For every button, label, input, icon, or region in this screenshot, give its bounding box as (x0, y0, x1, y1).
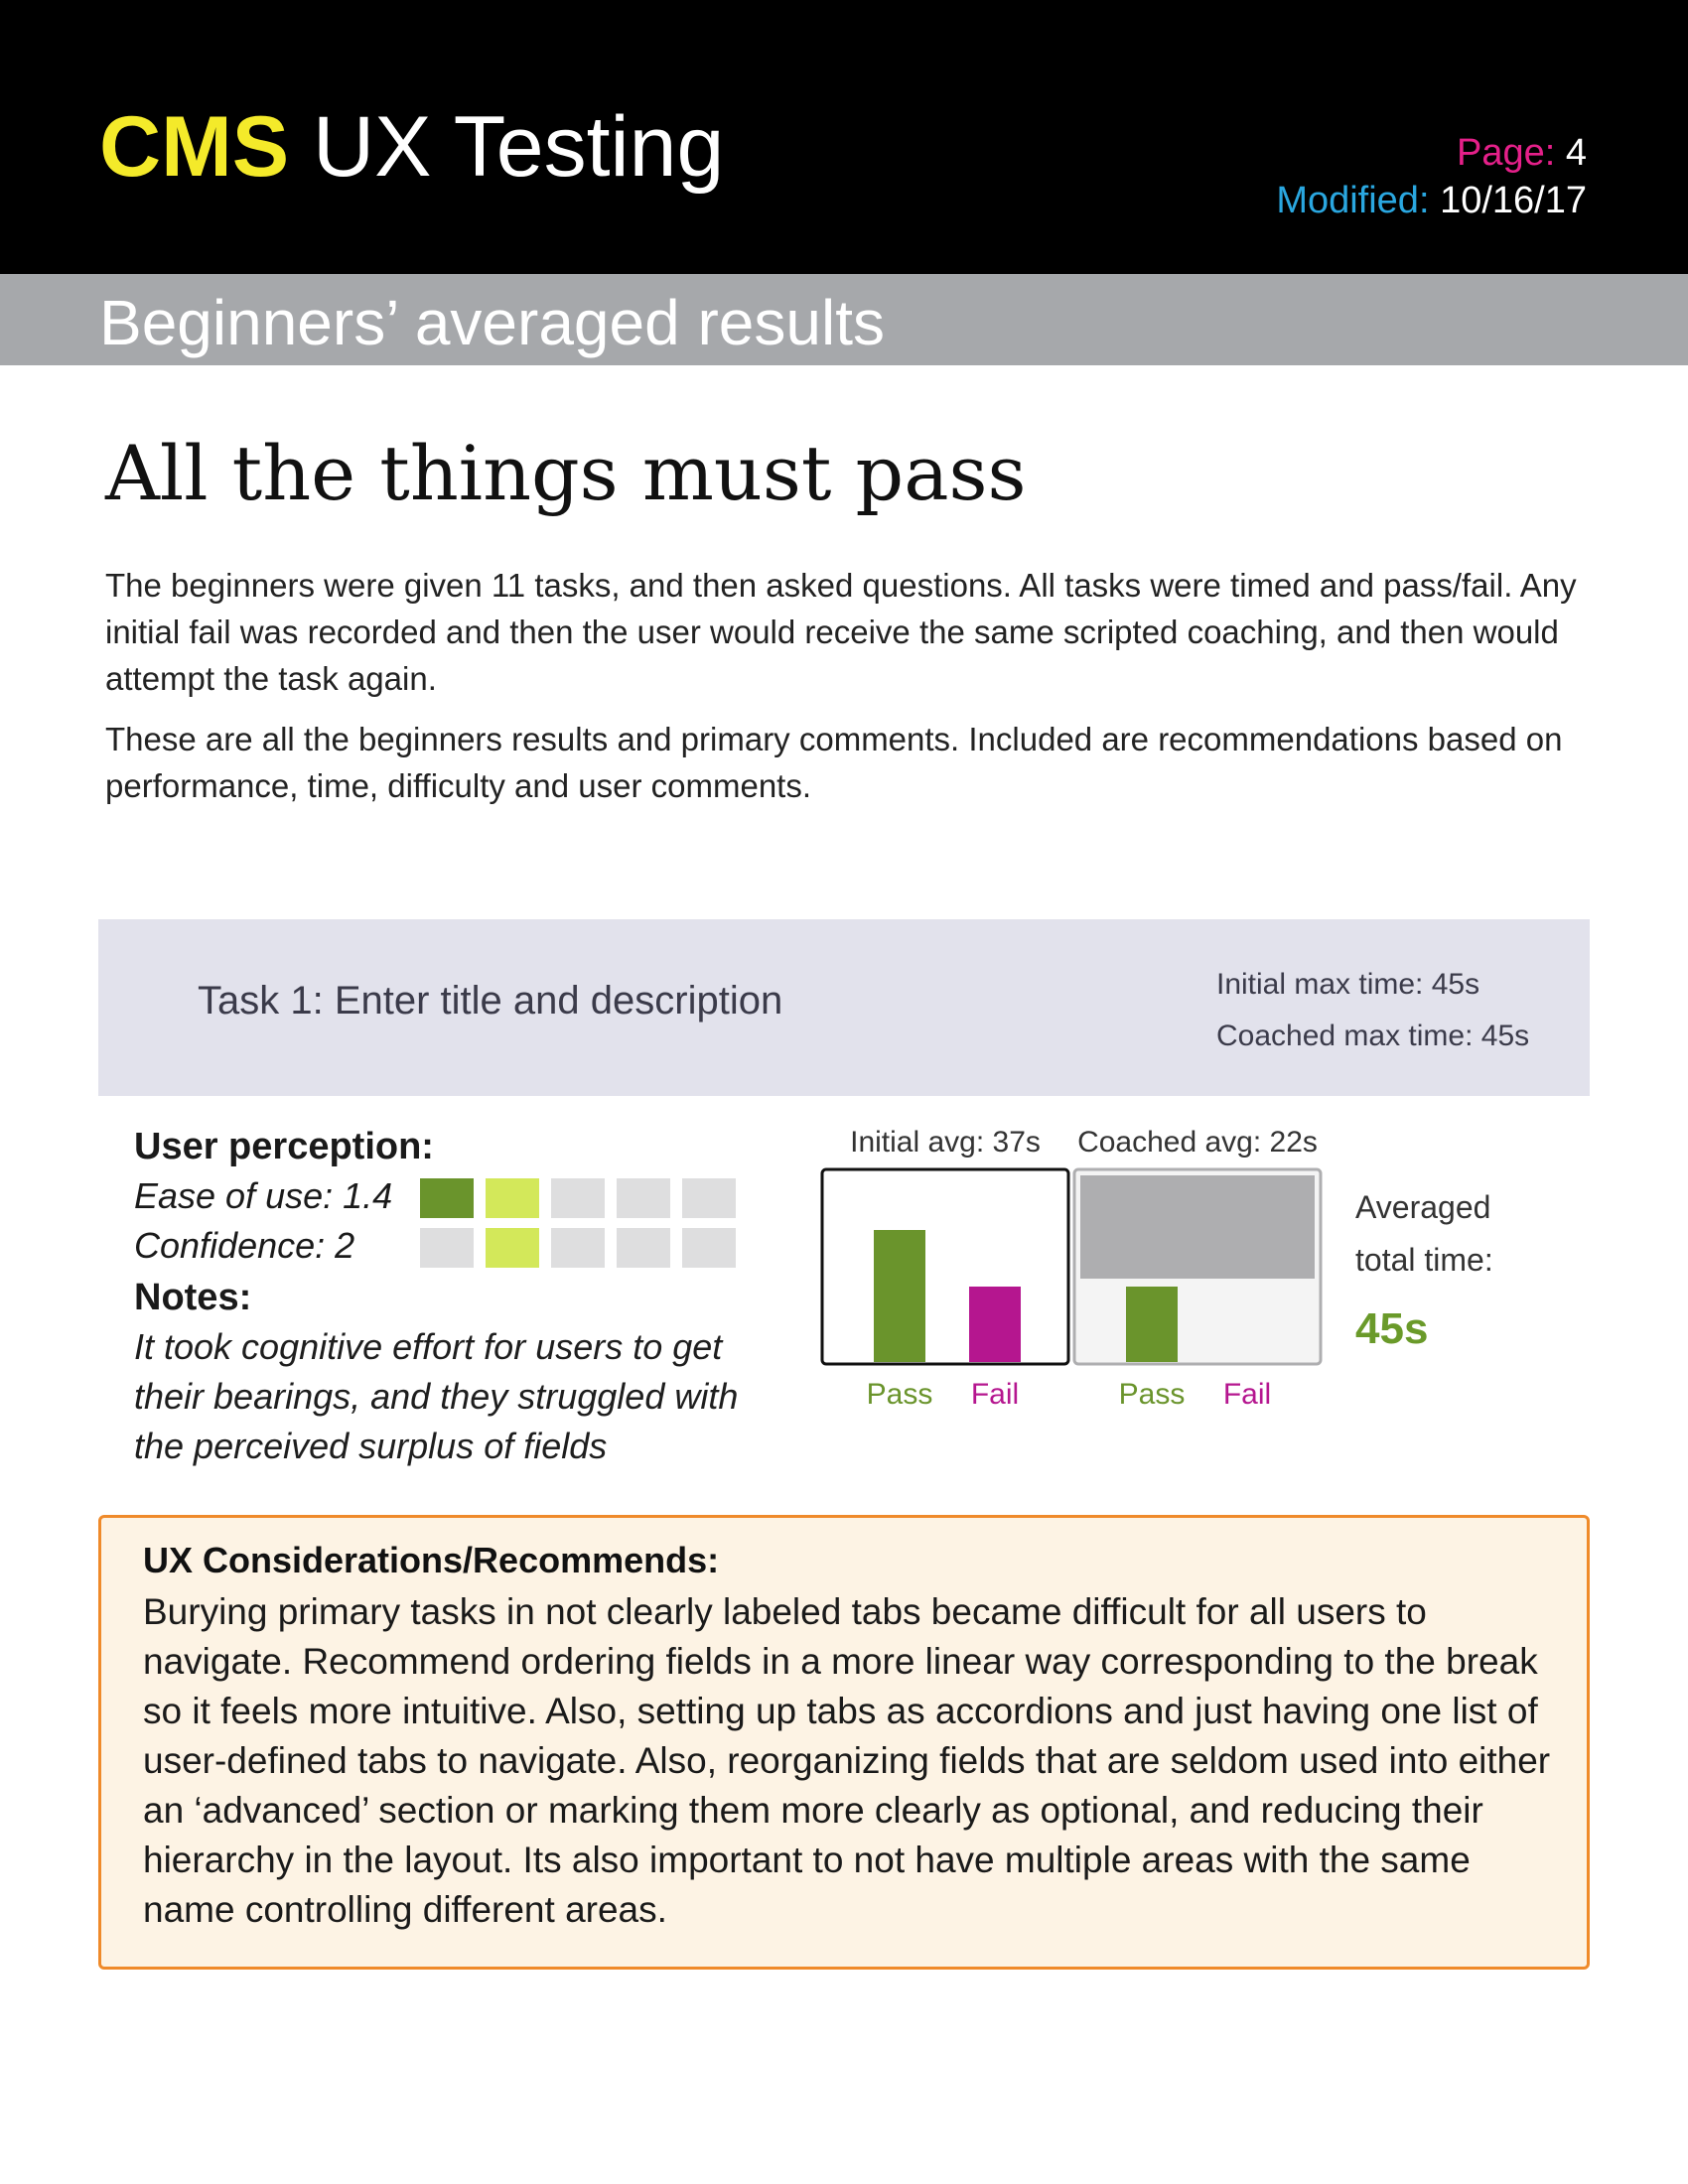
bar-pass (874, 1230, 925, 1362)
averaged-total-time (1355, 1181, 1493, 1364)
panel-label: Initial avg: 37s (850, 1126, 1041, 1159)
pass-fail-chart-svg (814, 1112, 1331, 1430)
recommendations-title: UX Considerations/Recommends: (143, 1540, 720, 1580)
notes-text: It took cognitive effort for users to get their bearings, and they struggled with the perceived surplus of fields (134, 1326, 739, 1466)
averaged-total-label-1: Averaged (1355, 1189, 1491, 1225)
user-perception (134, 1122, 789, 1471)
task-title: Task 1: Enter title and description (198, 979, 783, 1023)
ease-rating-scale (420, 1178, 748, 1218)
rating-square (551, 1178, 605, 1218)
intro-paragraph-1: The beginners were given 11 tasks, and then asked questions. All tasks were timed and pass/fail. Any initial fail was recorded and then the user would receive the same scripted coaching, and then would attempt the task again. (105, 567, 1577, 697)
section-bar (0, 274, 1688, 365)
ux-recommendations (98, 1515, 1590, 1970)
task-max-times (1216, 959, 1529, 1062)
rating-square (682, 1178, 736, 1218)
pass-fail-chart (814, 1112, 1331, 1430)
coached-max-time: Coached max time: 45s (1216, 1020, 1530, 1052)
page-meta (1276, 129, 1587, 224)
ease-rating-row (134, 1171, 789, 1221)
bar-fail (969, 1287, 1021, 1362)
notes-title: Notes: (134, 1277, 252, 1318)
modified-value: 10/16/17 (1440, 180, 1587, 221)
rating-square (682, 1228, 736, 1268)
recommendations-body: Burying primary tasks in not clearly labeled tabs became difficult for all users to navigate. Recommend ordering fields in a more linear way corresponding to the break so it feels more intuitive. Also, setting up tabs as accordions and just having one list of user-defined tabs to navigate. Also, reorganizing fields that are seldom used into either an ‘advanced’ section or marking them more clearly as optional, and reducing their hierarchy in the layout. Its also important to not have multiple areas with the same name controlling different areas. (143, 1591, 1551, 1930)
category-label: Pass (1118, 1378, 1186, 1411)
rating-square (486, 1228, 539, 1268)
confidence-label: Confidence: 2 (134, 1225, 355, 1266)
rating-square (420, 1228, 474, 1268)
modified-label: Modified: (1276, 180, 1430, 221)
panel-label: Coached avg: 22s (1077, 1126, 1318, 1159)
brand-title (99, 99, 725, 195)
page-headline: All the things must pass (105, 429, 1027, 517)
brand-accent: CMS (99, 99, 290, 195)
confidence-rating-row (134, 1221, 789, 1271)
rating-square (617, 1178, 670, 1218)
page-number-label: Page: (1456, 132, 1556, 174)
category-label: Fail (970, 1378, 1020, 1411)
bar-pass (1126, 1287, 1178, 1362)
section-title: Beginners’ averaged results (99, 287, 885, 358)
averaged-total-label-2: total time: (1355, 1242, 1493, 1278)
page-header (0, 0, 1688, 274)
rating-square (420, 1178, 474, 1218)
category-label: Pass (866, 1378, 933, 1411)
task-header (98, 919, 1590, 1096)
rating-square (617, 1228, 670, 1268)
panel-cap (1080, 1175, 1315, 1279)
brand-rest: UX Testing (289, 99, 725, 195)
rating-square (486, 1178, 539, 1218)
intro-text (105, 562, 1605, 809)
initial-max-time: Initial max time: 45s (1216, 968, 1480, 1001)
rating-square (551, 1228, 605, 1268)
ease-label: Ease of use: 1.4 (134, 1175, 393, 1216)
intro-paragraph-2: These are all the beginners results and primary comments. Included are recommendations based on performance, time, difficulty and user comments. (105, 721, 1563, 804)
panel-frame (822, 1169, 1068, 1364)
page-number-value: 4 (1565, 132, 1587, 174)
confidence-rating-scale (420, 1228, 748, 1268)
perception-title: User perception: (134, 1126, 434, 1167)
category-label: Fail (1222, 1378, 1272, 1411)
averaged-total-value: 45s (1355, 1304, 1429, 1353)
